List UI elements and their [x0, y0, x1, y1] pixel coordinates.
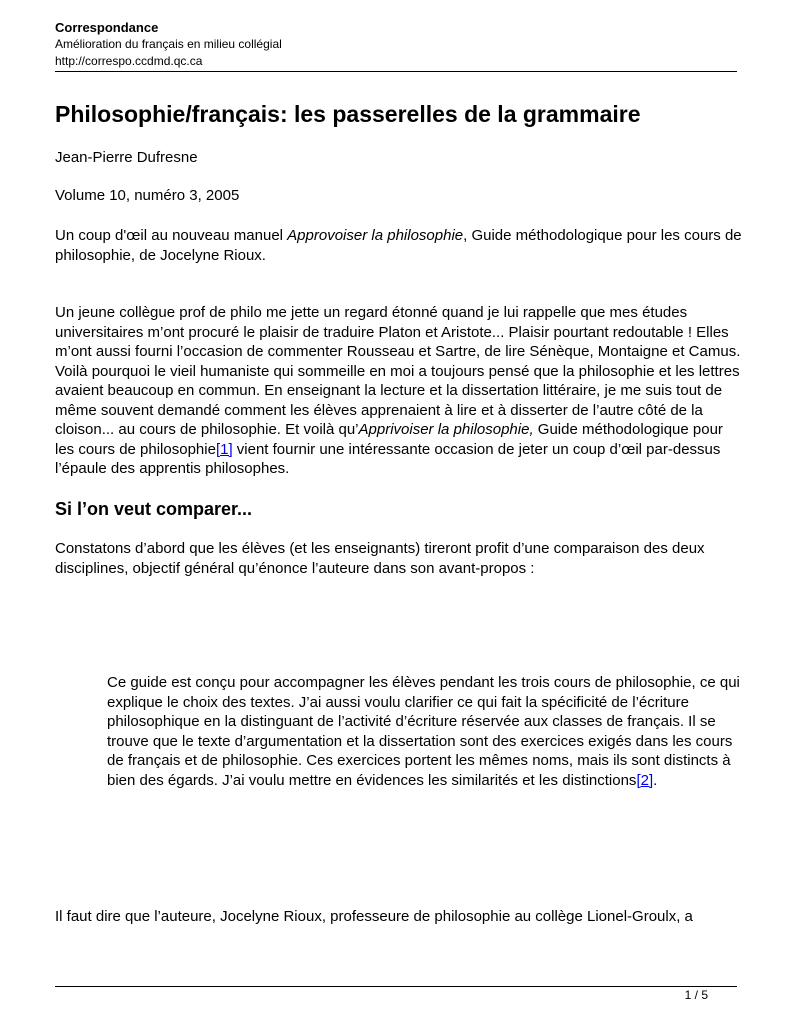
- para1-book-title: Apprivoiser la philosophie,: [358, 421, 534, 438]
- site-name: Correspondance: [55, 20, 159, 35]
- para1-text-end: vient fournir une intéressante occasion de jeter un coup d’œil par-dessus l’épaule des apprentis philosophes.: [55, 440, 721, 477]
- para1-text: Un jeune collègue prof de philo me jette un regard étonné quand je lui rappelle que mes études universitaires m’ont procuré le plaisir de traduire Platon et Aristote... Plaisir pourtant redoutable ! Elles m’ont aussi fourni l’occasion de commenter Rousseau et Sartre, de lire Sénèque, Montaigne et Camus. Voilà pourquoi le vieil humaniste qui sommeille en moi a toujours pensé que la philosophie et les lettres avaient beaucoup en commun. En enseignant la lecture et la dissertation littéraire, je me suis tout de même souvent demandé comment les élèves apprenaient à lire et à disserter de l’autre côté de la cloison... au cours de philosophie. Et voilà qu’: [55, 304, 741, 438]
- header-divider: [55, 71, 737, 72]
- document-header: [55, 19, 737, 70]
- para1-text-mid: Guide méthodologique pour les cours de philosophie: [55, 421, 723, 458]
- intro-book-title: Approvoiser la philosophie: [287, 227, 464, 244]
- quote-text-end: .: [653, 771, 658, 789]
- body-paragraph-2: Constatons d’abord que les élèves (et les enseignants) tireront profit d’une comparaison des deux disciplines, objectif général qu’énonce l’auteure dans son avant-propos :: [55, 540, 705, 577]
- footnote-link-2[interactable]: [2]: [636, 771, 654, 789]
- body-paragraph-1: [55, 303, 745, 479]
- body-paragraph-3: Il faut dire que l’auteure, Jocelyne Rioux, professeure de philosophie au collège Lionel-Groulx, a: [55, 908, 693, 925]
- quote-text: Ce guide est conçu pour accompagner les élèves pendant les trois cours de philosophie, ce qui explique le choix des textes. J’ai aussi voulu clarifier ce qui fait la spécificité de l’écriture philosophique en la distinguant de l’activité d’écriture réservée aux classes de français. Il se trouve que le texte d’argumentation et la dissertation sont des exercices exigés dans les cours de français et de philosophie. Ces exercices portent les mêmes noms, mais ils sont distincts à bien des égards. J’ai voulu mettre en évidences les similarités et les distinctions: [107, 674, 740, 789]
- article-author: Jean-Pierre Dufresne: [55, 149, 198, 166]
- article-issue: Volume 10, numéro 3, 2005: [55, 187, 240, 204]
- article-title: Philosophie/français: les passerelles de la grammaire: [55, 101, 641, 127]
- section-heading: Si l’on veut comparer...: [55, 499, 253, 519]
- site-subtitle: Amélioration du français en milieu collégial: [55, 37, 282, 51]
- footnote-link-1[interactable]: [1]: [215, 440, 233, 458]
- intro-text-start: Un coup d'œil au nouveau manuel: [55, 227, 288, 244]
- block-quote: [107, 673, 747, 790]
- site-url: http://correspo.ccdmd.qc.ca: [55, 54, 203, 68]
- intro-paragraph: [55, 226, 745, 265]
- intro-text-end: , Guide méthodologique pour les cours de philosophie, de Jocelyne Rioux.: [55, 227, 742, 264]
- page-number: 1 / 5: [684, 988, 708, 1002]
